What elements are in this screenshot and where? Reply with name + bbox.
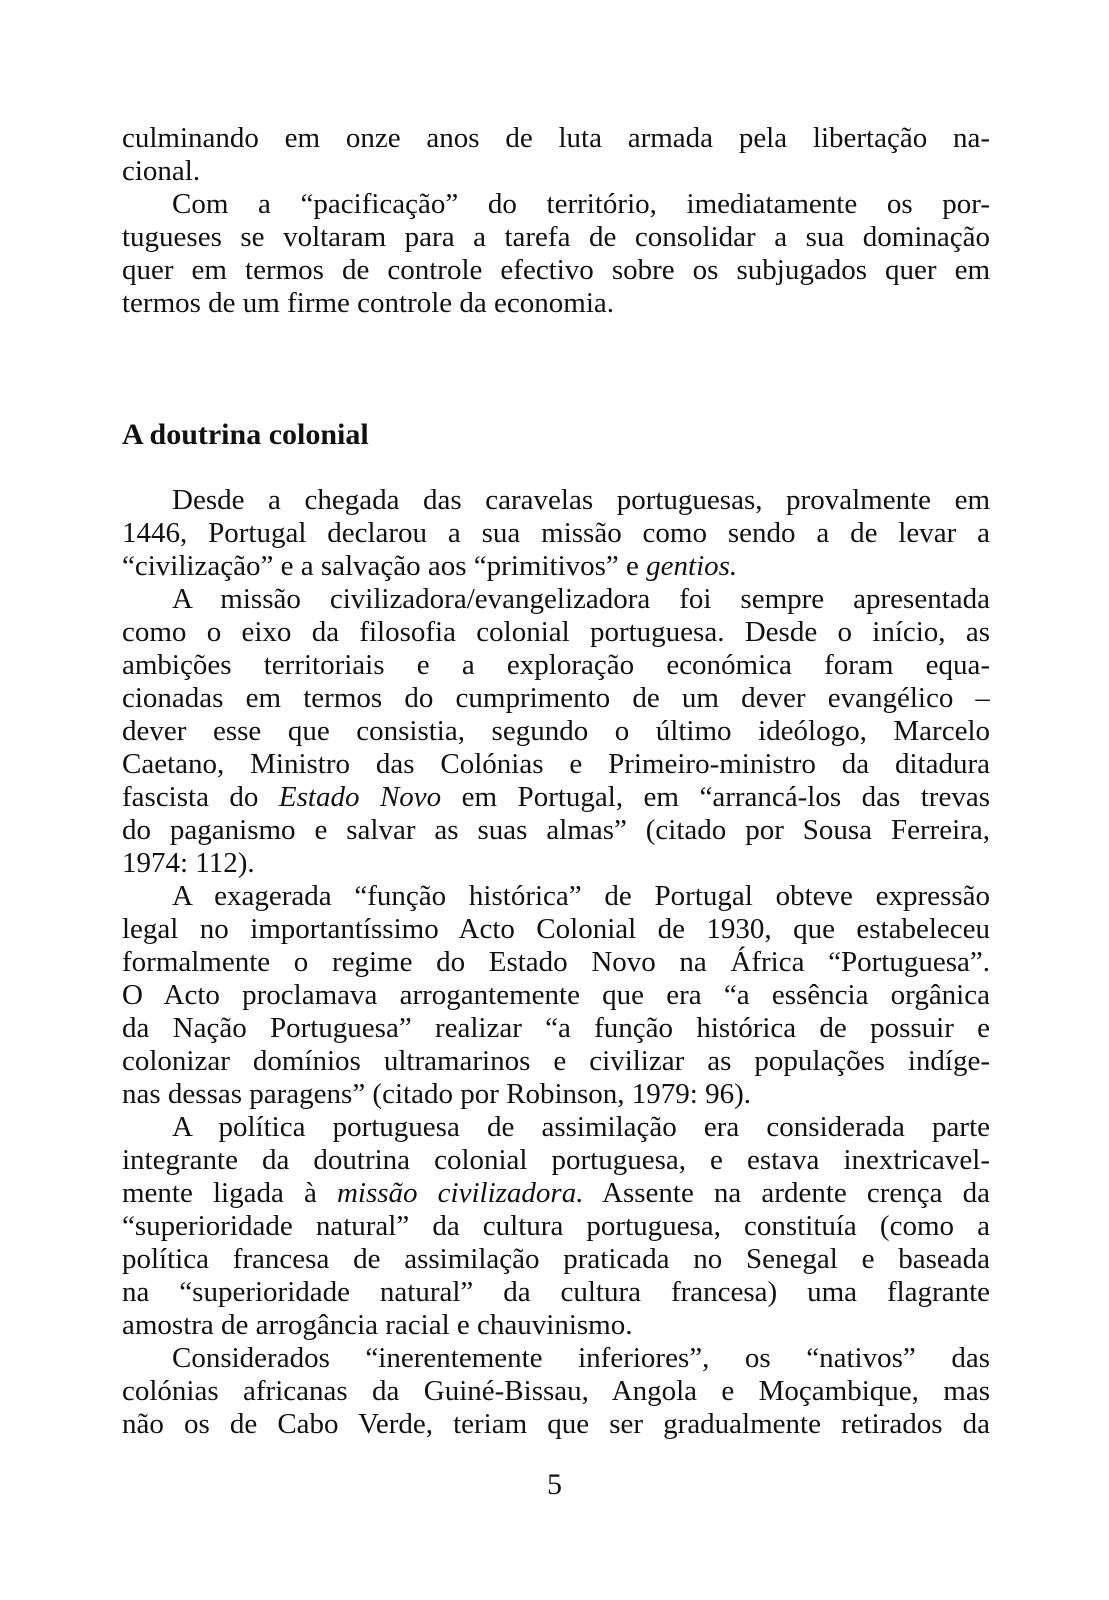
text-line: não os de Cabo Verde, teriam que ser gradualmente retirados da (122, 1408, 990, 1440)
text-line: tugueses se voltaram para a tarefa de consolidar a sua dominação (122, 221, 990, 253)
text-line: culminando em onze anos de luta armada pela libertação na- (122, 122, 990, 154)
text-line: integrante da doutrina colonial portuguesa, e estava inextricavel- (122, 1144, 990, 1176)
text-line: nas dessas paragens” (citado por Robinson, 1979: 96). (122, 1078, 752, 1110)
text-line: Desde a chegada das caravelas portuguesas, provalmente em (172, 484, 990, 516)
text-line (122, 1177, 990, 1210)
text-line: 1974: 112). (122, 847, 255, 879)
text-line: “superioridade natural” da cultura portuguesa, constituía (como a (122, 1210, 990, 1242)
text-line: A política portuguesa de assimilação era considerada parte (172, 1111, 990, 1143)
section-body (122, 484, 990, 1441)
text-segment: em Portugal, em “arrancá-los das trevas (461, 781, 990, 813)
intro-paragraphs (122, 122, 990, 320)
text-line: 1446, Portugal declarou a sua missão como sendo a de levar a (122, 517, 990, 549)
text-line: colónias africanas da Guiné-Bissau, Angola e Moçambique, mas (122, 1375, 990, 1407)
italic-term: missão civilizadora. (336, 1177, 584, 1209)
text-line: na “superioridade natural” da cultura francesa) uma flagrante (122, 1276, 990, 1308)
text-line (122, 550, 990, 583)
text-line: termos de um firme controle da economia. (122, 287, 615, 319)
italic-term: gentios. (646, 550, 738, 582)
text-line: política francesa de assimilação praticada no Senegal e baseada (122, 1243, 990, 1275)
text-line: da Nação Portuguesa” realizar “a função histórica de possuir e (122, 1012, 990, 1044)
text-line: quer em termos de controle efectivo sobre os subjugados quer em (122, 254, 990, 286)
section-heading: A doutrina colonial (122, 418, 369, 451)
text-line: dever esse que consistia, segundo o último ideólogo, Marcelo (122, 715, 990, 747)
text-segment: mente ligada à (122, 1177, 317, 1209)
text-line: A exagerada “função histórica” de Portugal obteve expressão (172, 880, 990, 912)
italic-term: Estado Novo (278, 781, 442, 813)
text-line: Caetano, Ministro das Colónias e Primeiro-ministro da ditadura (122, 748, 990, 780)
text-line: Considerados “inerentemente inferiores”, os “nativos” das (172, 1342, 990, 1374)
text-line: amostra de arrogância racial e chauvinismo. (122, 1309, 633, 1341)
text-line: ambições territoriais e a exploração económica foram equa- (122, 649, 990, 681)
text-segment: fascista do (122, 781, 259, 813)
text-line: cionadas em termos do cumprimento de um dever evangélico – (122, 682, 990, 714)
text-line: Com a “pacificação” do território, imediatamente os por- (172, 188, 990, 220)
text-line: como o eixo da filosofia colonial portuguesa. Desde o início, as (122, 616, 990, 648)
text-segment: Assente na ardente crença da (602, 1177, 990, 1209)
text-line: legal no importantíssimo Acto Colonial de 1930, que estabeleceu (122, 913, 990, 945)
page-number: 5 (547, 1468, 562, 1501)
text-line (122, 781, 990, 814)
text-line: cional. (122, 155, 201, 187)
text-line: O Acto proclamava arrogantemente que era “a essência orgânica (122, 979, 990, 1011)
text-line: do paganismo e salvar as suas almas” (citado por Sousa Ferreira, (122, 814, 990, 846)
text-line: colonizar domínios ultramarinos e civilizar as populações indíge- (122, 1045, 990, 1077)
text-segment: “civilização” e a salvação aos “primitivos” e (122, 550, 639, 582)
text-line: formalmente o regime do Estado Novo na África “Portuguesa”. (122, 946, 990, 978)
text-line: A missão civilizadora/evangelizadora foi sempre apresentada (172, 583, 990, 615)
